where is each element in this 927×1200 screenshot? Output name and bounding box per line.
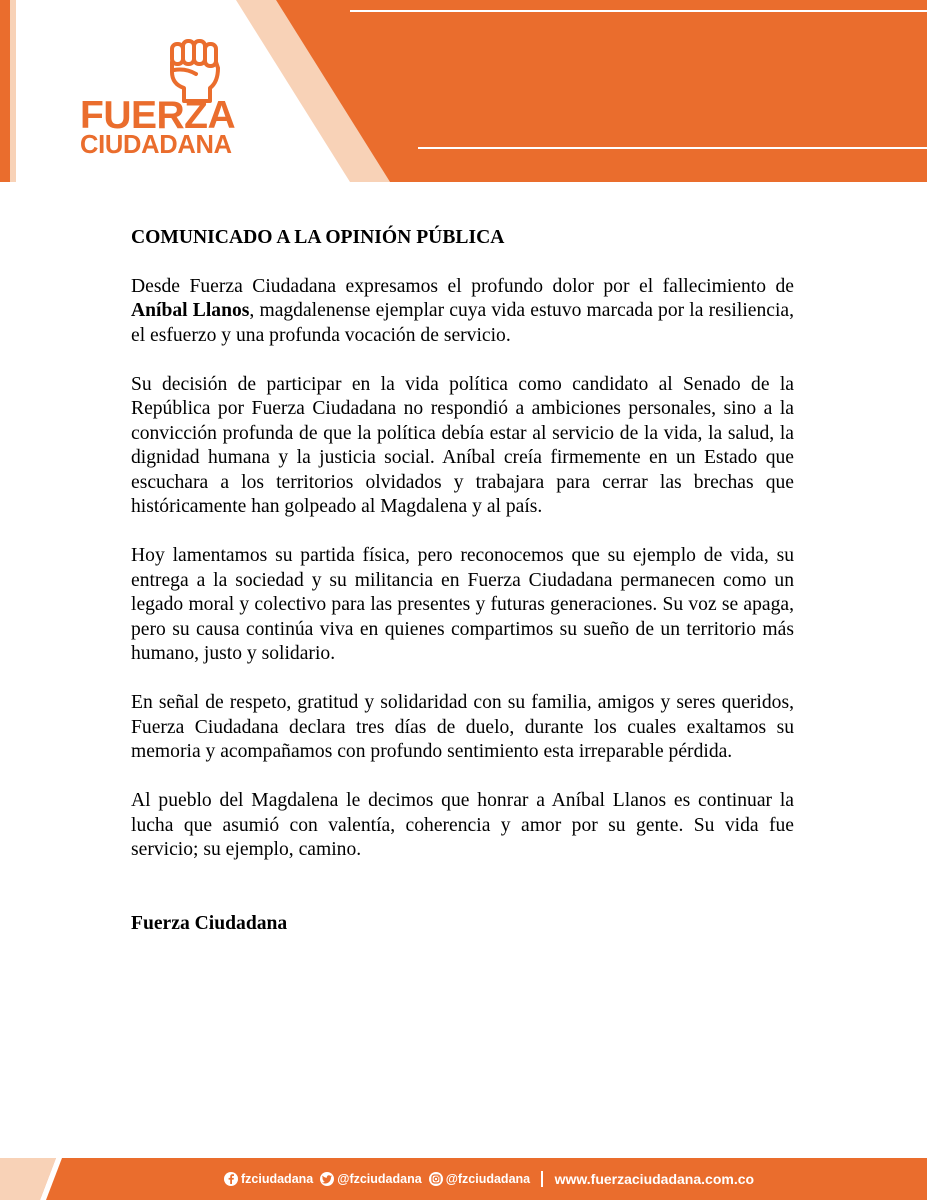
twitter-link[interactable] [320, 1172, 421, 1186]
footer-divider [541, 1171, 543, 1187]
paragraph-5: Al pueblo del Magdalena le decimos que honrar a Aníbal Llanos es continuar la lucha que asumió con valentía, coherencia y amor por su gente. Su vida fue servicio; su ejemplo, camino. [131, 790, 794, 860]
header-line-bottom [418, 147, 927, 149]
paragraph-1-text-start: Desde Fuerza Ciudadana expresamos el profundo dolor por el fallecimiento de [131, 275, 794, 297]
signature: Fuerza Ciudadana [131, 912, 288, 934]
left-accent-bar [0, 0, 10, 182]
header-line-top [350, 10, 927, 12]
website-link[interactable]: www.fuerzaciudadana.com.co [554, 1171, 755, 1187]
paragraph-2: Su decisión de participar en la vida política como candidato al Senado de la República por Fuerza Ciudadana no respondió a ambiciones personales, sino a la convicción profunda de que la política debía estar al servicio de la vida, la salud, la dignidad humana y la justicia social. Aníbal creía firmemente en un Estado que escuchara a los territorios olvidados y trabajara para cerrar las brechas que históricamente han golpeado al Magdalena y al país. [131, 373, 794, 517]
brand-name-line1: FUERZA [80, 94, 236, 137]
twitter-handle: @fzciudadana [337, 1172, 422, 1186]
paragraph-1-text-end: , magdalenense ejemplar cuya vida estuvo marcada por la resiliencia, el esfuerzo y una profunda vocación de servicio. [131, 300, 794, 346]
orange-header-block [276, 0, 927, 182]
paragraph-1 [131, 275, 794, 349]
brand-name-line2: CIUDADANA [80, 131, 232, 159]
instagram-icon [429, 1172, 443, 1186]
letterhead-header [0, 0, 927, 182]
document-title: COMUNICADO A LA OPINIÓN PÚBLICA [131, 227, 505, 248]
instagram-handle: @fzciudadana [445, 1172, 531, 1186]
paragraph-4: En señal de respeto, gratitud y solidaridad con su familia, amigos y seres queridos, Fuerza Ciudadana declara tres días de duelo, durante los cuales exaltamos su memoria y acompañamos con profundo sentimiento esta irreparable pérdida. [131, 692, 794, 762]
facebook-link[interactable] [224, 1172, 313, 1186]
paragraph-3: Hoy lamentamos su partida física, pero reconocemos que su ejemplo de vida, su entrega a la sociedad y su militancia en Fuerza Ciudadana permanecen como un legado moral y colectivo para las presentes y futuras generaciones. Su voz se apaga, pero su causa continúa viva en quienes compartimos su sueño de un territorio más humano, justo y solidario. [131, 545, 794, 664]
facebook-icon [224, 1172, 238, 1186]
instagram-link[interactable] [429, 1172, 530, 1186]
facebook-handle: fzciudadana [241, 1172, 314, 1186]
statement-document [131, 226, 794, 936]
deceased-name: Aníbal Llanos [131, 300, 250, 321]
letterhead-footer [0, 1158, 927, 1200]
footer-contact-row [224, 1158, 754, 1200]
left-light-bar [10, 0, 16, 182]
twitter-icon [320, 1172, 334, 1186]
